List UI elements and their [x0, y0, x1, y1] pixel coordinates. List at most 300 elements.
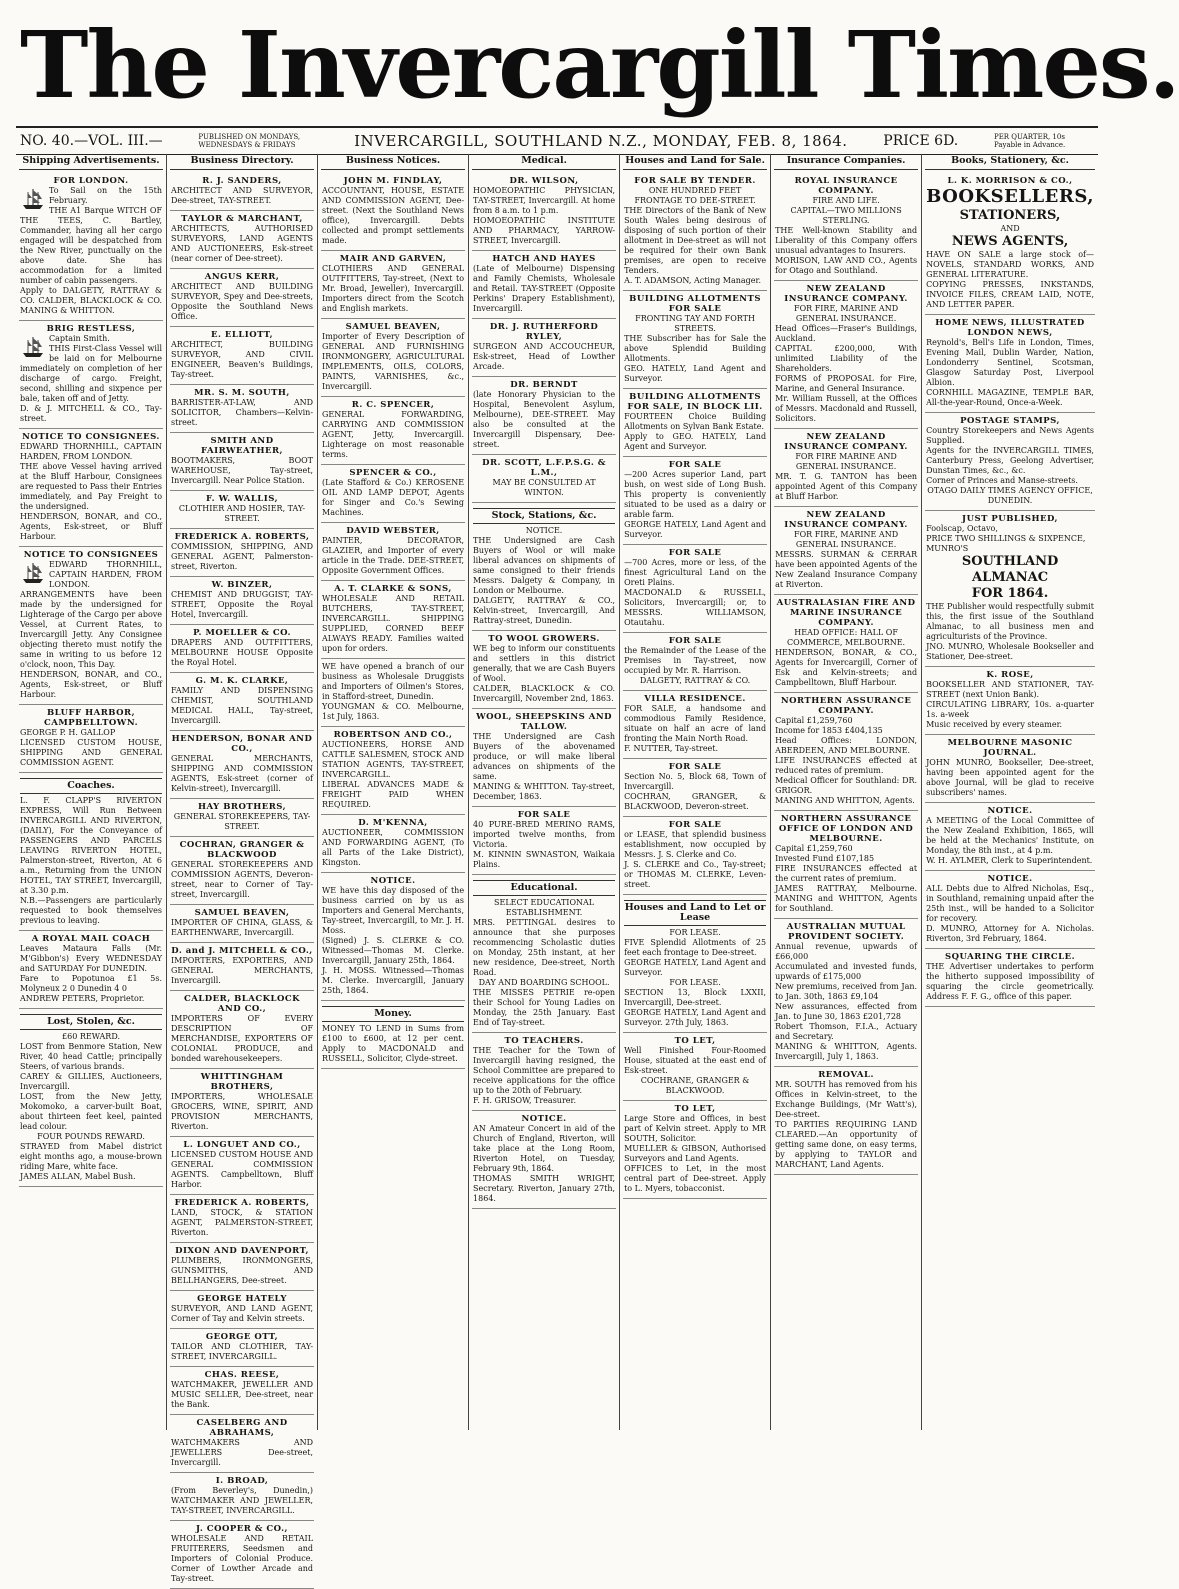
ad-text: AND: [1000, 224, 1020, 233]
advertisement: [170, 173, 314, 211]
advertisement: [472, 173, 616, 251]
ad-text: D. MUNRO, Attorney for A. Nicholas. Riverton, 3rd February, 1864.: [926, 924, 1094, 943]
ad-text: ARCHITECT AND BUILDING SURVEYOR, Spey and Dee-streets, Opposite the Southland News Office.: [171, 282, 314, 321]
ad-text: AUCTIONEERS, HORSE AND CATTLE SALESMEN, STOCK AND STATION AGENTS, TAY-STREET, INVERCARGILL.: [322, 740, 465, 779]
ad-text: WHOLESALE AND RETAIL FRUITERERS, Seedsmen and Importers of Colonial Produce. Corner of Lowther Arcade and Tay-street.: [171, 1534, 314, 1583]
ad-title: W. BINZER,: [211, 580, 273, 590]
ad-text: Head Offices—Fraser's Buildings, Auckland.: [775, 324, 918, 343]
ad-title: DR. BERNDT: [510, 380, 578, 390]
ad-text: MANING & WHITTON. Tay-street, December, 1863.: [473, 782, 616, 801]
ad-title: BUILDING ALLOTMENTS FOR SALE, IN BLOCK LII.: [627, 392, 763, 412]
advertisement: [472, 875, 616, 1033]
advertisement: [19, 321, 163, 429]
column-3: [318, 154, 469, 1430]
advertisement: [321, 727, 465, 815]
ad-title: TAYLOR & MARCHANT,: [181, 214, 303, 224]
ad-text: BARRISTER-AT-LAW, AND SOLICITOR, Chambers—Kelvin-street.: [171, 398, 314, 427]
ad-text: DALGETY, RATTRAY & CO., Kelvin-street, Invercargill, And Rattray-street, Dunedin.: [473, 596, 616, 625]
ad-text: Country Storekeepers and News Agents Supplied.: [926, 426, 1094, 445]
ad-text: FIRE INSURANCES effected at the current rates of premium.: [775, 864, 918, 883]
advertisement: [321, 397, 465, 465]
ad-text: BOOTMAKERS, BOOT WAREHOUSE, Tay-street, Invercargill. Near Police Station.: [171, 456, 314, 485]
ad-title: FOR SALE: [517, 810, 571, 820]
ad-text: BOOKSELLERS,: [926, 186, 1094, 207]
ad-text: CAPITAL £200,000, With unlimited Liability of the Shareholders.: [775, 344, 918, 373]
ad-title: NOTICE.: [370, 876, 416, 886]
ad-text: THE Undersigned are Cash Buyers of the abovenamed produce, or will make liberal advances on shipments of the same.: [473, 732, 616, 781]
ad-text: DALGETY, RATTRAY & CO.: [639, 676, 751, 685]
ad-text: Captain Smith.: [49, 334, 110, 343]
ad-text: Fare to Popotunoa £1 5s. Molyneux 2 0 Dunedin 4 0: [20, 974, 163, 993]
ad-title: GEORGE HATELY: [197, 1294, 287, 1304]
ad-text: SURGEON AND ACCOUCHEUR, Esk-street, Head of Lowther Arcade.: [473, 342, 616, 371]
ad-text: WE have opened a branch of our business as Wholesale Druggists and Importers of Oilmen's Stores, in Stafford-street, Dunedin.: [322, 662, 465, 701]
advertisement: [623, 389, 767, 457]
column-5: [620, 154, 771, 1430]
ad-text: EDWARD THORNHILL, CAPTAIN HARDEN, FROM LONDON.: [49, 560, 163, 589]
ad-text: WATCHMAKER, JEWELLER AND MUSIC SELLER, Dee-street, near the Bank.: [171, 1380, 314, 1409]
issue-number: NO. 40.—VOL. III.—: [20, 133, 163, 149]
ad-text: or LEASE, that splendid business establishment, now occupied by Messrs. J. S. Clerke and Co.: [624, 830, 767, 859]
ad-title: G. M. K. CLARKE,: [195, 676, 289, 686]
ad-title: FOR SALE: [668, 460, 722, 470]
ad-text: ACCOUNTANT, HOUSE, ESTATE AND COMMISSION AGENT, Dee-street. (Next the Southland News office), Invercargill. Debts collected and prompt settlements made.: [322, 186, 465, 245]
ship-icon: [20, 186, 46, 212]
ad-text: NOTICE.: [525, 526, 563, 535]
column-4: [469, 154, 620, 1430]
ad-title: HOME NEWS, ILLUSTRATED LONDON NEWS,: [935, 318, 1085, 338]
ad-title: E. ELLIOTT,: [210, 330, 274, 340]
ad-text: (Signed) J. S. CLERKE & CO. Witnessed—Thomas M. Clerke. Invercargill, January 25th, 1864.: [322, 936, 465, 965]
ad-text: J. S. CLERKE and Co., Tay-street; or THOMAS M. CLERKE, Leven-street.: [624, 860, 767, 889]
ad-text: the Remainder of the Lease of the Premises in Tay-street, now occupied by Mr. R. Harrison.: [624, 646, 767, 675]
publication-days: PUBLISHED ON MONDAYS, WEDNESDAYS & FRIDAYS: [198, 133, 301, 149]
section-heading: Lost, Stolen, &c.: [20, 1014, 162, 1030]
ad-text: THOMAS SMITH WRIGHT, Secretary. Riverton, January 27th, 1864.: [473, 1174, 616, 1203]
ad-text: FOR LEASE.: [669, 928, 721, 937]
advertisement: [19, 547, 163, 705]
ad-text: CLOTHIERS AND GENERAL OUTFITTERS, Tay-street, (Next to Mr. Broad, Jeweller), Invercargill. Importers direct from the Scotch and English markets.: [322, 264, 465, 313]
ad-text: JNO. MUNRO, Wholesale Bookseller and Stationer, Dee-street.: [926, 642, 1094, 661]
ad-title: FOR SALE: [668, 820, 722, 830]
ad-text: Apply to GEO. HATELY, Land Agent and Surveyor.: [624, 432, 767, 451]
advertisement: [170, 327, 314, 385]
ad-text: THE Advertiser undertakes to perform the hitherto supposed impossibility of squaring the circle geometrically. Address F. F. G., office of this paper.: [926, 962, 1094, 1001]
column-heading: Houses and Land for Sale.: [623, 154, 767, 170]
column-heading: Books, Stationery, &c.: [925, 154, 1095, 170]
ad-title: NORTHERN ASSURANCE OFFICE OF LONDON AND MELBOURNE.: [778, 814, 914, 844]
ad-title: JOHN M. FINDLAY,: [343, 176, 443, 186]
ad-title: FREDERICK A. ROBERTS,: [174, 532, 310, 542]
ad-text: New assurances, effected from Jan. to June 30, 1863 £201,728: [775, 1002, 918, 1021]
ad-title: HATCH AND HAYES: [492, 254, 596, 264]
ad-text: M. KINNIN SWNASTON, Waikaia Plains.: [473, 850, 616, 869]
ad-text: COCHRANE, GRANGER & BLACKWOOD.: [640, 1076, 750, 1095]
ad-title: TO LET,: [674, 1036, 716, 1046]
column-2: [167, 154, 318, 1583]
ad-title: FOR SALE: [668, 548, 722, 558]
advertisement: [925, 735, 1095, 803]
advertisement: [170, 943, 314, 991]
ad-text: A MEETING of the Local Committee of the New Zealand Exhibition, 1865, will be held at the Mechanics' Institute, on Monday, the 8th inst., at 4 p.m.: [926, 816, 1094, 855]
ad-text: Large Store and Offices, in best part of Kelvin street. Apply to MR SOUTH, Solicitor.: [624, 1114, 767, 1143]
ad-text: STATIONERS,: [959, 208, 1061, 223]
ad-title: CALDER, BLACKLOCK AND CO.,: [183, 994, 301, 1014]
advertisement: [623, 633, 767, 691]
advertisement: [925, 667, 1095, 735]
advertisement: [472, 251, 616, 319]
ad-title: TO WOOL GROWERS.: [488, 634, 600, 644]
ad-text: HOMOEOPATHIC PHYSICIAN, TAY-STREET, Invercargill. At home from 8 a.m. to 1 p.m.: [473, 186, 616, 215]
advertisement: [321, 173, 465, 251]
ad-title: J. COOPER & CO.,: [196, 1524, 289, 1534]
advertisement: [170, 1473, 314, 1521]
advertisement: [472, 377, 616, 455]
ad-text: FOR LEASE.: [669, 978, 721, 987]
ad-text: Robert Thomson, F.I.A., Actuary and Secretary.: [775, 1022, 918, 1041]
ad-text: CAPITAL—TWO MILLIONS STERLING.: [790, 206, 902, 225]
advertisement: [170, 577, 314, 625]
ad-title: D. and J. MITCHELL & CO.,: [171, 946, 313, 956]
ad-title: NOTICE TO CONSIGNEES: [23, 550, 159, 560]
advertisement: [623, 895, 767, 1033]
ad-title: D. M'KENNA,: [358, 818, 428, 828]
column-heading: Shipping Advertisements.: [19, 154, 163, 170]
advertisement: [623, 1101, 767, 1199]
ad-text: GEORGE HATELY, Land Agent and Surveyor.: [624, 520, 767, 539]
advertisement: [170, 731, 314, 799]
ad-text: GEORGE HATELY, Land Agent and Surveyor. 27th July, 1863.: [624, 1008, 767, 1027]
column-heading: Medical.: [472, 154, 616, 170]
ad-title: POSTAGE STAMPS,: [960, 416, 1060, 426]
ad-title: WOOL, SHEEPSKINS AND TALLOW.: [476, 712, 612, 732]
ad-text: OTAGO DAILY TIMES AGENCY OFFICE, DUNEDIN.: [927, 486, 1093, 505]
ad-title: DR. WILSON,: [509, 176, 579, 186]
advertisement: [170, 433, 314, 491]
ad-text: COPYING PRESSES, INKSTANDS, INVOICE FILES, CREAM LAID, NOTE, AND LETTER PAPER.: [926, 280, 1094, 309]
ad-text: ARCHITECTS, AUTHORISED SURVEYORS, LAND AGENTS AND AUCTIONEERS, Esk-street (near corner of Dee-street).: [171, 224, 314, 263]
advertisement: [472, 807, 616, 875]
advertisement: [170, 1195, 314, 1243]
ad-title: K. ROSE,: [986, 670, 1034, 680]
ad-text: FIVE Splendid Allotments of 25 feet each frontage to Dee-street.: [624, 938, 767, 957]
advertisement: [170, 673, 314, 731]
ad-text: MESSRS. SURMAN & CERRAR have been appointed Agents of the New Zealand Insurance Company at Riverton.: [775, 550, 918, 589]
advertisement: [774, 811, 918, 919]
advertisement: [472, 709, 616, 807]
advertisement: [321, 815, 465, 873]
column-heading: Business Notices.: [321, 154, 465, 170]
ad-text: WE have this day disposed of the business carried on by us as Importers and General Merchants, Tay-street, Invercargill, to Mr. J. H. Moss.: [322, 886, 465, 935]
ad-text: W. H. AYLMER, Clerk to Superintendent.: [926, 856, 1093, 865]
advertisement: [774, 693, 918, 811]
ad-title: TO TEACHERS.: [504, 1036, 584, 1046]
ad-text: Corner of Princes and Manse-streets.: [926, 476, 1078, 485]
ad-text: ARRANGEMENTS have been made by the undersigned for Lighterage of the Cargo per above Vessel, at Current Rates, to Invercargill Jetty. Any Consignee objecting thereto must notify the same in writing to us before 12 o'clock, noon, This Day.: [20, 590, 163, 669]
ad-text: CALDER, BLACKLOCK & CO. Invercargill, November 2nd, 1863.: [473, 684, 616, 703]
ad-text: L. F. CLAPP'S RIVERTON EXPRESS, Will Run Between INVERCARGILL AND RIVERTON, (DAILY), For the Conveyance of PASSENGERS AND PARCELS LEAVING RIVERTON HOTEL, Palmerston-street, Riverton, At 6 a.m., Returning from the UNION HOTEL, TAY STREET, Invercargill, at 3.30 p.m.: [20, 796, 163, 895]
ad-text: FOR FIRE, MARINE AND GENERAL INSURANCE.: [794, 304, 899, 323]
ad-text: IMPORTERS, EXPORTERS, AND GENERAL MERCHANTS, Invercargill.: [171, 956, 314, 985]
advertisement: [170, 1415, 314, 1473]
column-6: [771, 154, 922, 1430]
ad-title: SMITH AND FAIRWEATHER,: [201, 436, 284, 456]
ad-text: THIS First-Class Vessel will be laid on for Melbourne immediately on completion of her discharge of cargo. Freight, second, shilling and sixpence per bale, taken off and of Jetty.: [20, 344, 163, 403]
advertisement: [925, 803, 1095, 871]
ad-text: LIFE INSURANCES effected at reduced rates of premium.: [775, 756, 918, 775]
advertisement: [925, 871, 1095, 949]
ad-text: Well Finished Four-Roomed House, situated at the east end of Esk-street.: [624, 1046, 767, 1075]
ad-text: Section No. 5, Block 68, Town of Invercargill.: [624, 772, 767, 791]
ad-text: THE Teacher for the Town of Invercargill having resigned, the School Committee are prepared to receive applications for the office up to the 20th of February.: [473, 1046, 616, 1095]
ad-text: —200 Acres superior Land, part bush, on west side of Long Bush. This property is conveniently situated to be used as a dairy or arable farm.: [624, 470, 767, 519]
advertisement: [774, 919, 918, 1067]
ad-text: OFFICES to Let, in the most central part of Dee-street. Apply to L. Myers, tobacconist.: [624, 1164, 767, 1193]
ad-text: A. T. ADAMSON, Acting Manager.: [624, 276, 762, 285]
ad-text: THE Directors of the Bank of New South Wales being desirous of disposing of such portion of their allotment in Dee-street as will not be required for their own Bank premises, are open to receive Tenders.: [624, 206, 767, 275]
ad-text: MR. SOUTH has removed from his Offices in Kelvin-street, to the Exchange Buildings, (Mr Watt's), Dee-street.: [775, 1080, 918, 1119]
ad-title: WHITTINGHAM BROTHERS,: [200, 1072, 284, 1092]
ad-text: SELECT EDUCATIONAL ESTABLISHMENT.: [494, 898, 595, 917]
ad-text: ONE HUNDRED FEET FRONTAGE TO DEE-STREET.: [634, 186, 756, 205]
ad-text: Leaves Mataura Falls (Mr. M'Gibbon's) Every WEDNESDAY and SATURDAY For DUNEDIN.: [20, 944, 163, 973]
ad-text: MONEY TO LEND in Sums from £100 to £600, at 12 per cent. Apply to MACDONALD and RUSSELL, Solicitor, Clyde-street.: [322, 1024, 465, 1063]
ad-text: GENERAL FORWARDING, CARRYING AND COMMISSION AGENT, Jetty, Invercargill. Lighterage on most reasonable terms.: [322, 410, 465, 459]
ad-text: J. H. MOSS. Witnessed—Thomas M. Clerke. Invercargill, January 25th, 1864.: [322, 966, 465, 995]
advertisement: [623, 1033, 767, 1101]
ad-text: THE Well-known Stability and Liberality of this Company offers unusual advantages to Insurers.: [775, 226, 918, 255]
ad-text: HOMOEOPATHIC INSTITUTE AND PHARMACY, YARROW-STREET, Invercargill.: [473, 216, 616, 245]
ad-title: ROBERTSON AND CO.,: [333, 730, 453, 740]
advertisement: [170, 991, 314, 1069]
ad-title: L. K. MORRISON & CO.,: [947, 176, 1073, 186]
ad-title: ROYAL INSURANCE COMPANY.: [794, 176, 898, 196]
ad-text: CIRCULATING LIBRARY, 10s. a-quarter 1s. a-week: [926, 700, 1094, 719]
ad-text: JAMES ALLAN, Mabel Bush.: [20, 1172, 136, 1181]
ad-text: BOOKSELLER AND STATIONER, TAY-STREET (next Union Bank).: [926, 680, 1094, 699]
ad-title: A. T. CLARKE & SONS,: [334, 584, 452, 594]
advertisement: [623, 545, 767, 633]
ad-title: COCHRAN, GRANGER & BLACKWOOD: [179, 840, 305, 860]
ad-title: AUSTRALIAN MUTUAL PROVIDENT SOCIETY.: [786, 922, 906, 942]
advertisement: [472, 503, 616, 631]
ad-title: P. MOELLER & CO.: [193, 628, 291, 638]
ad-title: CASELBERG AND ABRAHAMS,: [196, 1418, 288, 1438]
price: PRICE 6D.: [883, 133, 959, 149]
ad-text: LAND, STOCK, & STATION AGENT, PALMERSTON-STREET, Riverton.: [171, 1208, 314, 1237]
ad-text: MR. T. G. TANTON has been appointed Agent of this Company at Bluff Harbor.: [775, 472, 918, 501]
per-quarter: PER QUARTER, 10s Payable in Advance.: [993, 133, 1066, 149]
ad-title: NOTICE.: [987, 874, 1033, 884]
advertisement: [623, 817, 767, 895]
ad-text: WE beg to inform our constituents and settlers in this district generally, that we are Cash Buyers of Wool.: [473, 644, 616, 683]
ad-text: JOHN MUNRO, Bookseller, Dee-street, having been appointed agent for the above Journal, will be glad to receive subscribers' names.: [926, 758, 1094, 797]
advertisement: [170, 1329, 314, 1367]
ad-text: MRS. PETTINGAL desires to announce that she purposes recommencing Scholastic duties on Monday, 25th instant, at her new residence, Dee-street, North Road.: [473, 918, 616, 977]
ad-text: IMPORTERS, WHOLESALE GROCERS, WINE, SPIRIT, AND PROVISION MERCHANTS, Riverton.: [171, 1092, 314, 1131]
advertisement: [321, 1001, 465, 1069]
ad-text: HENDERSON, BONAR, and CO., Agents, Esk-street, or Bluff Harbour.: [20, 512, 163, 541]
ad-text: FOR 1864.: [971, 586, 1049, 601]
ad-title: NEW ZEALAND INSURANCE COMPANY.: [784, 510, 908, 530]
advertisement: [623, 173, 767, 291]
ad-text: (From Beverley's, Dunedin,) WATCHMAKER AND JEWELLER, TAY-STREET, INVERCARGILL.: [171, 1486, 314, 1515]
ad-title: FREDERICK A. ROBERTS,: [174, 1198, 310, 1208]
ad-text: GENERAL STOREKEEPERS, TAY-STREET.: [173, 812, 311, 831]
ad-title: NEW ZEALAND INSURANCE COMPANY.: [784, 284, 908, 304]
column-heading: Business Directory.: [170, 154, 314, 170]
ad-text: £60 REWARD.: [62, 1032, 120, 1041]
advertisement: [774, 281, 918, 429]
ad-title: AUSTRALASIAN FIRE AND MARINE INSURANCE COMPANY.: [776, 598, 916, 628]
ad-title: GEORGE OTT,: [205, 1332, 279, 1342]
ad-text: Apply to DALGETY, RATTRAY & CO. CALDER, BLACKLOCK & CO. MANING & WHITTON.: [20, 286, 163, 315]
advertisement: [170, 799, 314, 837]
ad-text: MACDONALD & RUSSELL, Solicitors, Invercargill; or, to MESSRS. WILLIAMSON, Otautahu.: [624, 588, 767, 627]
advertisement: [472, 455, 616, 503]
column-1: [16, 154, 167, 1430]
advertisement: [170, 1521, 314, 1589]
advertisement: [472, 1033, 616, 1111]
ad-title: MAIR AND GARVEN,: [339, 254, 447, 264]
ad-text: CORNHILL MAGAZINE, TEMPLE BAR, All-the-year-Round, Once-a-Week.: [926, 388, 1094, 407]
ad-text: COMMISSION, SHIPPING, AND GENERAL AGENT, Palmerston-street, Riverton.: [171, 542, 314, 571]
ad-title: FOR SALE: [668, 636, 722, 646]
ad-text: TO PARTIES REQUIRING LAND CLEARED.—An opportunity of getting same done, on easy terms, by applying to TAYLOR and MARCHANT, Land Agents.: [775, 1120, 918, 1169]
advertisement: [472, 319, 616, 377]
ad-text: LICENSED CUSTOM HOUSE, SHIPPING AND GENERAL COMMISSION AGENT.: [20, 738, 163, 767]
ad-text: FOR SALE, a handsome and commodious Family Residence, situate on half an acre of land fronting the Main North Road.: [624, 704, 767, 743]
info-bar: [16, 126, 1098, 155]
ad-text: HENDERSON, BONAR, & CO., Agents for Invercargill, Corner of Esk and Kelvin-streets; and Campbelltown, Bluff Harbour.: [775, 648, 918, 687]
ad-text: ARCHITECT, BUILDING SURVEYOR, AND CIVIL ENGINEER, Beaven's Buildings, Tay-street.: [171, 340, 314, 379]
ad-text: YOUNGMAN & CO. Melbourne, 1st July, 1863.: [322, 702, 465, 721]
advertisement: [774, 595, 918, 693]
section-heading: Stock, Stations, &c.: [473, 508, 615, 524]
ad-text: New premiums, received from Jan. to Jan. 30th, 1863 £9,104: [775, 982, 918, 1001]
ad-text: Mr. William Russell, at the Offices of Messrs. Macdonald and Russell, Solicitors.: [775, 394, 918, 423]
ad-text: THE A1 Barque WITCH OF THE TEES, C. Bartley, Commander, having all her cargo engaged will be despatched from the New River, punctually on the above date. She has accommodation for a limited number of cabin passengers.: [20, 206, 163, 285]
ad-text: GEO. HATELY, Land Agent and Surveyor.: [624, 364, 767, 383]
advertisement: [925, 949, 1095, 1007]
ad-text: FOR FIRE, MARINE AND GENERAL INSURANCE.: [794, 530, 899, 549]
ad-text: SURVEYOR, AND LAND AGENT, Corner of Tay and Kelvin streets.: [171, 1304, 314, 1323]
advertisement: [774, 1067, 918, 1175]
ad-text: To Sail on the 15th February.: [49, 186, 163, 205]
ad-text: Importer of Every Description of GENERAL AND FURNISHING IRONMONGERY, AGRICULTURAL IMPLEMENTS, OILS, COLORS, PAINTS, VARNISHES, &c., Invercargill.: [322, 332, 465, 391]
ad-text: WATCHMAKERS AND JEWELLERS Dee-street, Invercargill.: [171, 1438, 314, 1467]
ad-text: Income for 1853 £404,135: [775, 726, 883, 735]
ad-text: DAY AND BOARDING SCHOOL.: [478, 978, 610, 987]
ad-text: DRAPERS AND OUTFITTERS, MELBOURNE HOUSE Opposite the Royal Hotel.: [171, 638, 314, 667]
ad-title: REMOVAL.: [818, 1070, 874, 1080]
ad-title: SPENCER & CO.,: [349, 468, 437, 478]
advertisement: [170, 837, 314, 905]
section-heading: Coaches.: [20, 778, 162, 794]
ad-text: Head Offices: LONDON, ABERDEEN, AND MELBOURNE.: [775, 736, 918, 755]
advertisement: [321, 581, 465, 659]
ad-title: MELBOURNE MASONIC JOURNAL.: [947, 738, 1073, 758]
ad-title: SQUARING THE CIRCLE.: [944, 952, 1076, 962]
advertisement: [170, 625, 314, 673]
ad-text: (Late of Melbourne) Dispensing and Family Chemists, Wholesale and Retail. TAY-STREET (Opposite Perkins' Drapery Establishment), Invercargill.: [473, 264, 616, 313]
ad-title: FOR SALE: [668, 762, 722, 772]
ad-title: A ROYAL MAIL COACH: [31, 934, 151, 944]
advertisement: [19, 1009, 163, 1187]
ad-title: NORTHERN ASSURANCE COMPANY.: [780, 696, 912, 716]
advertisement: [19, 773, 163, 931]
ad-text: EDWARD THORNHILL, CAPTAIN HARDEN, FROM LONDON.: [20, 442, 163, 461]
ad-text: CAREY & GILLIES, Auctioneers, Invercargill.: [20, 1072, 163, 1091]
ad-text: THE MISSES PETRIE re-open their School for Young Ladies on Monday, the 25th January. East End of Tay-street.: [473, 988, 616, 1027]
advertisement: [774, 507, 918, 595]
ad-text: SOUTHLAND ALMANAC: [961, 554, 1059, 585]
ad-title: MR. S. M. SOUTH,: [194, 388, 290, 398]
ad-text: MUNRO'S: [926, 544, 969, 553]
ad-text: ARCHITECT AND SURVEYOR, Dee-street, TAY-STREET.: [171, 186, 314, 205]
advertisement: [472, 1111, 616, 1209]
ad-title: BLUFF HARBOR, CAMPBELLTOWN.: [43, 708, 139, 728]
ad-text: THE above Vessel having arrived at the Bluff Harbour, Consignees are requested to Pass their Entries immediately, and Pay Freight to the undersigned.: [20, 462, 163, 511]
ad-text: HAVE ON SALE a large stock of—NOVELS, STANDARD WORKS, AND GENERAL LITERATURE.: [926, 250, 1094, 279]
ad-text: GEORGE P. H. GALLOP: [20, 728, 116, 737]
ad-title: BRIG RESTLESS,: [46, 324, 136, 334]
advertisement: [925, 413, 1095, 511]
advertisement: [19, 931, 163, 1009]
ad-text: Music received by every steamer.: [926, 720, 1063, 729]
ad-text: (Late Stafford & Co.) KEROSENE OIL AND LAMP DEPOT, Agents for Singer and Co.'s Sewing Machines.: [322, 478, 465, 517]
ad-title: FOR LONDON.: [53, 176, 129, 186]
ad-text: (late Honorary Physician to the Hospital, Benevolent Asylum, Melbourne), DEE-STREET. May also be consulted at the Invercargill Dispensary, Dee-street.: [473, 390, 616, 449]
ad-title: HENDERSON, BONAR AND CO.,: [171, 734, 313, 754]
ad-title: FOR SALE BY TENDER.: [634, 176, 756, 186]
ad-text: Agents for the INVERCARGILL TIMES, Canterbury Press, Geelong Advertiser, Dunstan Times, &c., &c.: [926, 446, 1094, 475]
ad-title: R. C. SPENCER,: [351, 400, 435, 410]
ad-title: R. J. SANDERS,: [202, 176, 282, 186]
advertisement: [170, 1291, 314, 1329]
advertisement: [774, 173, 918, 281]
ad-text: IMPORTERS OF EVERY DESCRIPTION OF MERCHANDISE, EXPORTERS OF COLONIAL PRODUCE, and bonded warehousekeepers.: [171, 1014, 314, 1063]
ad-title: F. W. WALLIS,: [205, 494, 279, 504]
ad-text: COCHRAN, GRANGER, & BLACKWOOD, Deveron-street.: [624, 792, 767, 811]
ad-text: CHEMIST AND DRUGGIST, TAY-STREET, Opposite the Royal Hotel, Invercargill.: [171, 590, 314, 619]
ad-title: DR. J. RUTHERFORD RYLEY,: [489, 322, 599, 342]
ad-text: LIBERAL ADVANCES MADE & FREIGHT PAID WHEN REQUIRED.: [322, 780, 465, 809]
ad-text: Invested Fund £107,185: [775, 854, 875, 863]
advertisement: [170, 1069, 314, 1137]
ad-text: HEAD OFFICE: HALL OF COMMERCE, MELBOURNE.: [787, 628, 906, 647]
ad-text: IMPORTER OF CHINA, GLASS, & EARTHENWARE, Invercargill.: [171, 918, 314, 937]
ad-text: Capital £1,259,760: [775, 716, 853, 725]
ad-text: Medical Officer for Southland: DR. GRIGOR.: [775, 776, 918, 795]
dateline: INVERCARGILL, SOUTHLAND N.Z., MONDAY, FEB. 8, 1864.: [354, 132, 848, 150]
advertisement: [321, 659, 465, 727]
column-7: [922, 154, 1098, 1430]
advertisement: [321, 251, 465, 319]
ad-text: LOST from Benmore Station, New River, 40 head Cattle; principally Steers, of various brands.: [20, 1042, 163, 1071]
ad-text: THE Undersigned are Cash Buyers of Wool or will make liberal advances on shipments of same consigned to their friends Messrs. Dalgety & Company, in London or Melbourne.: [473, 536, 616, 595]
advertisement: [623, 691, 767, 759]
ad-text: WHOLESALE AND RETAIL BUTCHERS, TAY-STREET, INVERCARGILL. SHIPPING SUPPLIED, CORNED BEEF ALWAYS READY. Families waited upon for orders.: [322, 594, 465, 653]
advertisement: [472, 631, 616, 709]
ad-title: NOTICE.: [521, 1114, 567, 1124]
ad-text: Annual revenue, upwards of £66,000: [775, 942, 918, 961]
ad-title: DIXON AND DAVENPORT,: [175, 1246, 309, 1256]
ad-text: SECTION 13, Block LXXII, Invercargill, Dee-street.: [624, 988, 767, 1007]
advertisement: [170, 905, 314, 943]
advertisement: [19, 705, 163, 773]
advertisement: [623, 759, 767, 817]
